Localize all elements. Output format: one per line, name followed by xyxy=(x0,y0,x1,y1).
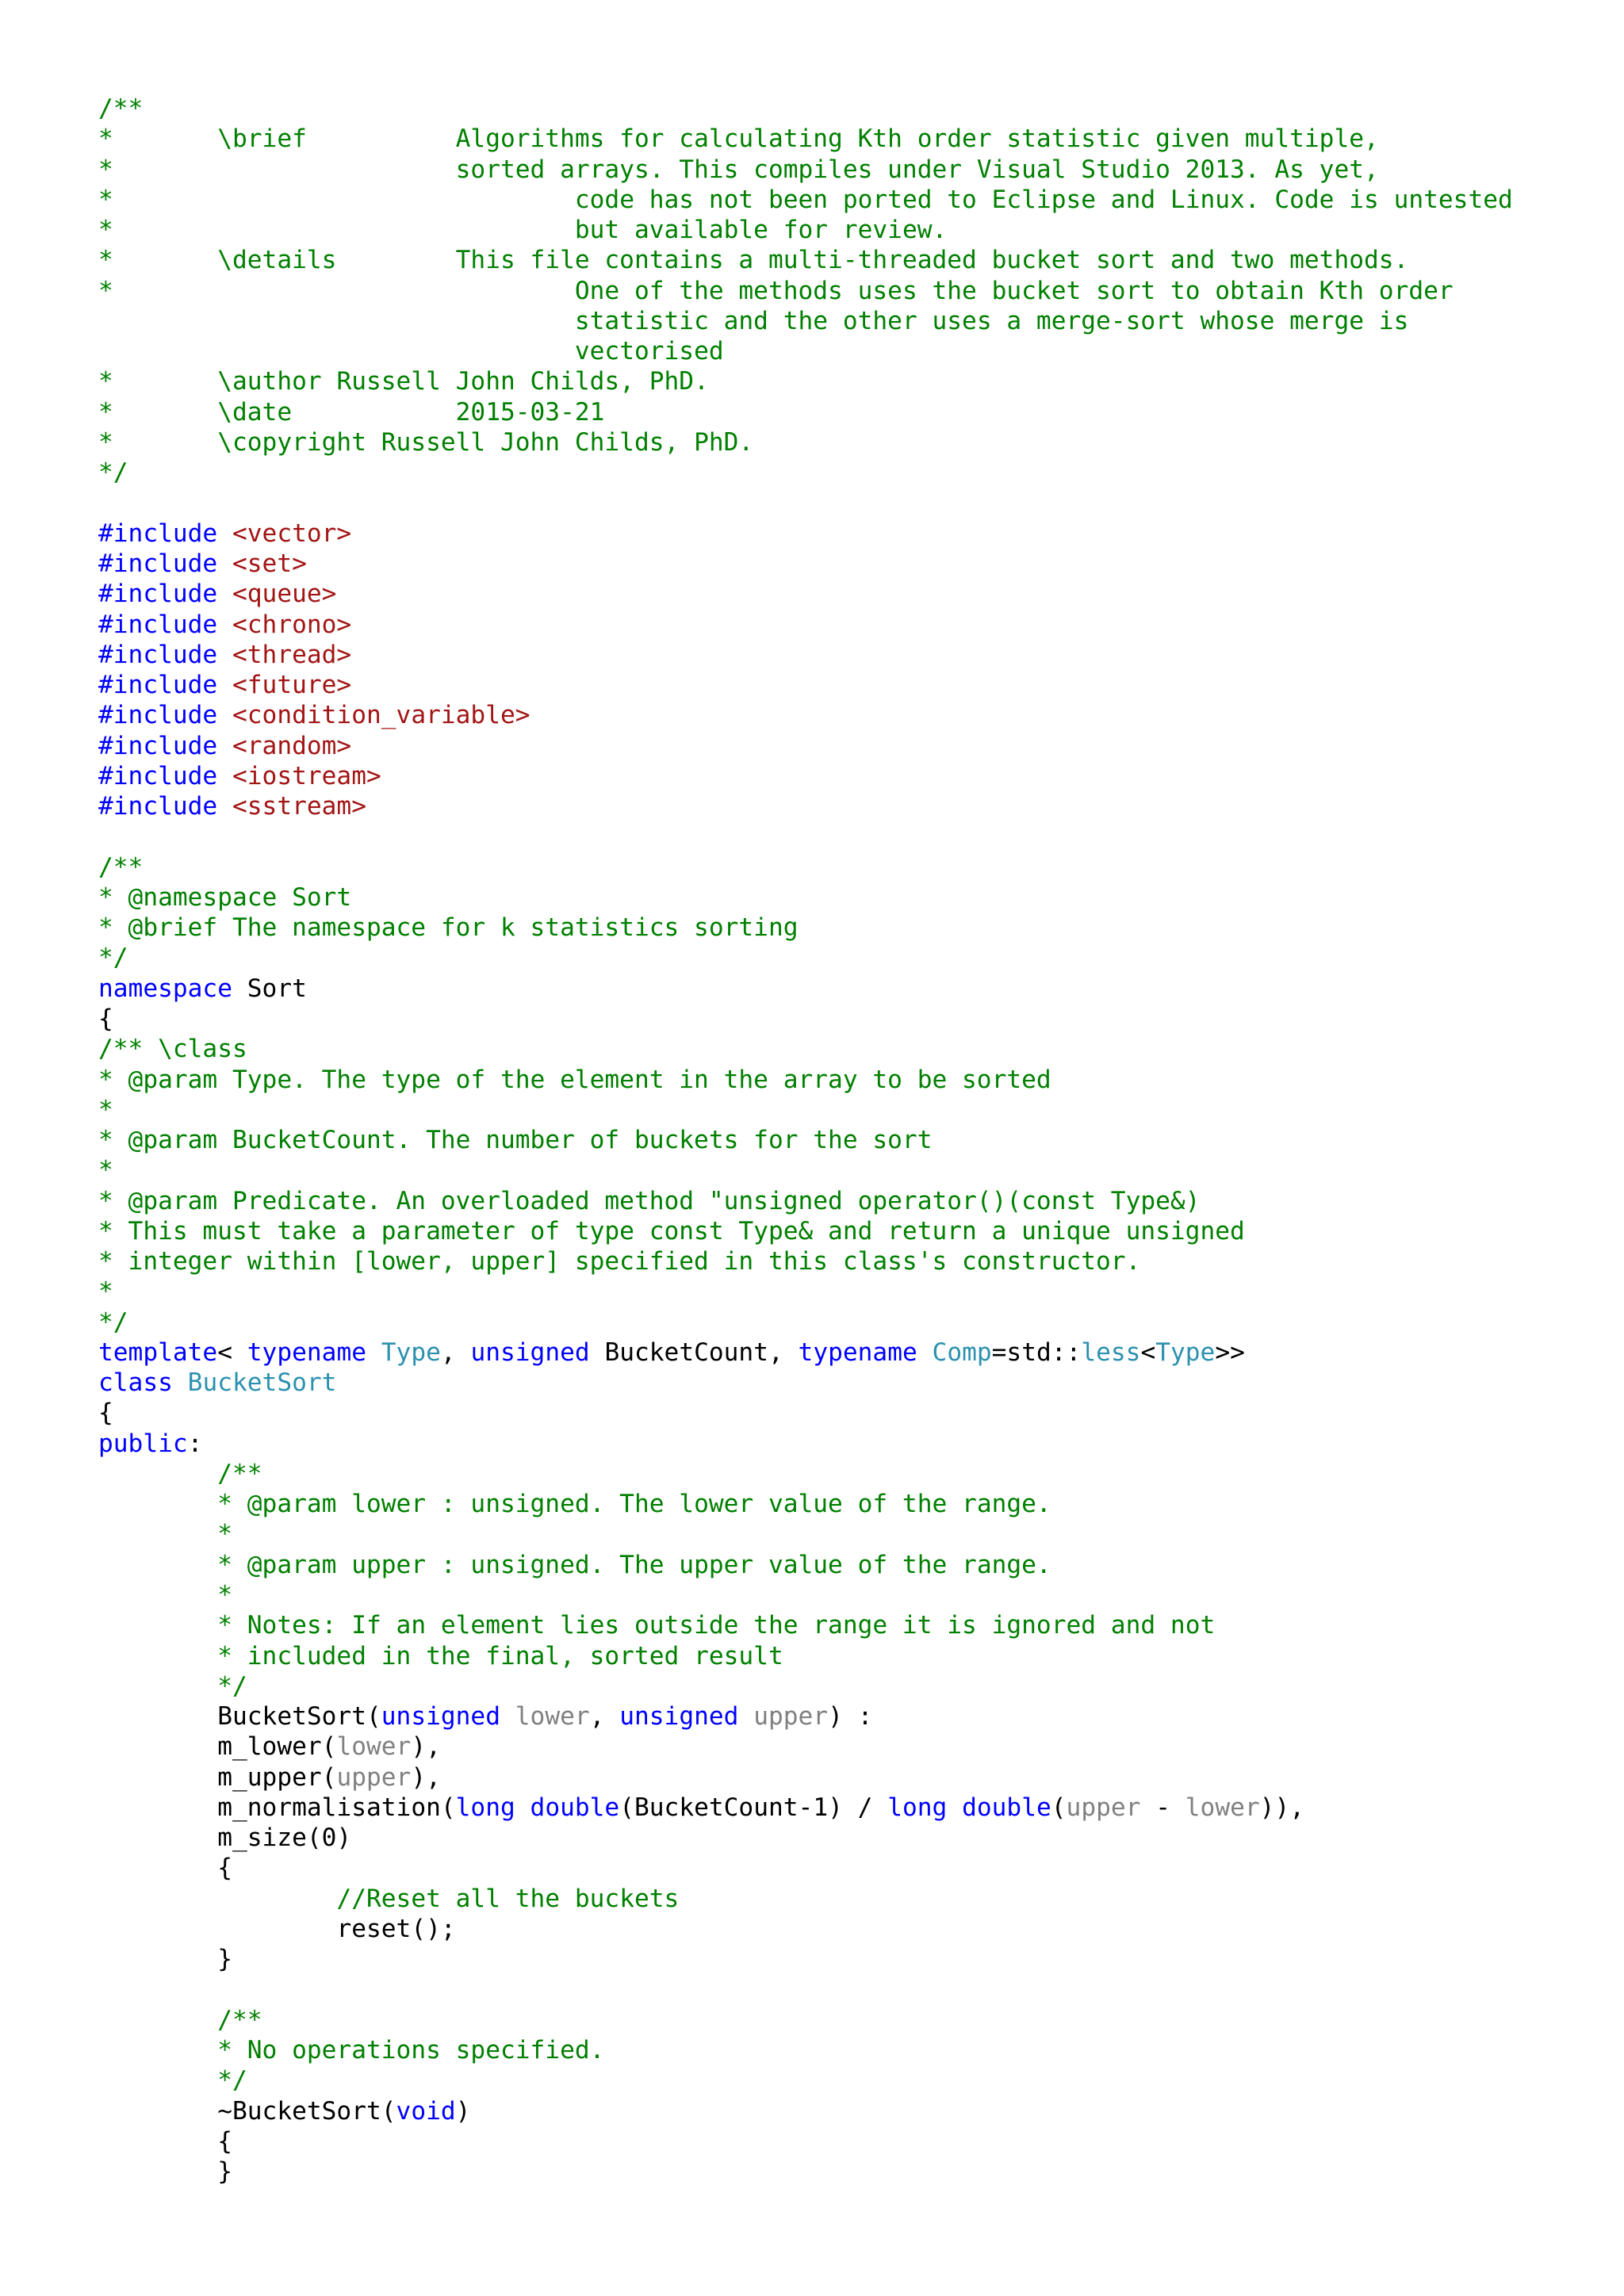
code-line xyxy=(98,731,1589,761)
code-token-comment: * This must take a parameter of type const Type& and return a unique unsigned xyxy=(98,1216,1245,1246)
code-token-comment: /** xyxy=(98,94,144,123)
code-token-comment: * @param Predicate. An overloaded method "unsigned operator()(const Type&) xyxy=(98,1186,1201,1215)
code-token-plain: - xyxy=(1140,1793,1185,1822)
code-token-string: <queue> xyxy=(232,580,337,609)
code-token-plain: { xyxy=(98,1854,232,1883)
code-token-plain xyxy=(98,1611,217,1640)
code-line xyxy=(98,1701,1589,1732)
code-token-comment: /** xyxy=(98,852,144,882)
code-token-keyword: namespace xyxy=(98,974,232,1003)
code-token-comment: //Reset all the buckets xyxy=(336,1884,680,1913)
code-line xyxy=(98,1186,1589,1216)
code-token-type: less xyxy=(1081,1337,1141,1367)
code-token-plain: (BucketCount-1) / xyxy=(619,1793,888,1822)
code-token-param: upper xyxy=(336,1762,412,1792)
code-line xyxy=(98,276,1589,306)
code-line xyxy=(98,1641,1589,1671)
code-line xyxy=(98,1884,1589,1914)
code-line xyxy=(98,124,1589,154)
code-line xyxy=(98,882,1589,913)
code-token-comment: statistic and the other uses a merge-sort whose merge is xyxy=(98,306,1409,335)
code-token-comment: * xyxy=(217,1520,232,1549)
code-line xyxy=(98,1580,1589,1610)
code-token-plain xyxy=(217,641,232,669)
code-token-plain: ~BucketSort( xyxy=(98,2096,396,2126)
code-line xyxy=(98,852,1589,882)
code-line xyxy=(98,1065,1589,1095)
code-token-comment: * \copyright Russell John Childs, PhD. xyxy=(98,427,754,457)
code-token-plain xyxy=(217,549,232,578)
code-token-plain xyxy=(947,1793,962,1822)
code-token-plain xyxy=(217,671,232,699)
code-line xyxy=(98,700,1589,730)
code-line xyxy=(98,1793,1589,1823)
code-token-comment: * @brief The namespace for k statistics sorting xyxy=(98,913,799,943)
code-token-plain: ( xyxy=(1051,1793,1067,1822)
code-token-comment: */ xyxy=(98,458,128,488)
code-line xyxy=(98,457,1589,488)
code-token-plain: m_normalisation( xyxy=(98,1793,456,1822)
code-line xyxy=(98,1974,1589,2004)
code-token-keyword: double xyxy=(962,1793,1051,1822)
code-line xyxy=(98,791,1589,821)
code-line xyxy=(98,1550,1589,1580)
code-token-string: <random> xyxy=(232,731,352,760)
code-line xyxy=(98,155,1589,185)
code-token-comment: /** xyxy=(217,2005,262,2034)
code-token-plain xyxy=(217,701,232,729)
code-token-plain: } xyxy=(98,1945,232,1974)
code-token-comment: * @param Type. The type of the element in the array to be sorted xyxy=(98,1065,1051,1094)
code-token-type: Type xyxy=(1155,1337,1216,1367)
code-line xyxy=(98,1823,1589,1853)
code-line xyxy=(98,519,1589,549)
code-token-comment: * \brief Algorithms for calculating Kth order statistic given multiple, xyxy=(98,124,1379,154)
code-token-keyword: public xyxy=(98,1429,188,1458)
code-line xyxy=(98,1489,1589,1519)
code-token-keyword: #include xyxy=(98,701,218,730)
code-line xyxy=(98,1429,1589,1459)
code-line xyxy=(98,2096,1589,2126)
code-token-keyword: #include xyxy=(98,671,218,700)
code-token-keyword: #include xyxy=(98,610,218,639)
code-line xyxy=(98,1732,1589,1762)
code-token-comment: * @param lower : unsigned. The lower value of the range. xyxy=(217,1490,1051,1519)
code-token-keyword: typename xyxy=(798,1337,917,1367)
code-token-string: <iostream> xyxy=(232,761,381,790)
code-line xyxy=(98,1853,1589,1883)
code-token-plain: ), xyxy=(411,1732,441,1762)
code-line xyxy=(98,2156,1589,2187)
code-token-comment: * xyxy=(98,1156,113,1185)
code-token-type: BucketSort xyxy=(187,1368,337,1398)
code-token-comment: * \author Russell John Childs, PhD. xyxy=(98,367,709,396)
code-token-plain xyxy=(98,2066,217,2095)
code-line xyxy=(98,1034,1589,1064)
code-token-comment: * One of the methods uses the bucket sort to obtain Kth order xyxy=(98,276,1454,305)
code-token-keyword: #include xyxy=(98,761,218,790)
code-line xyxy=(98,185,1589,215)
code-line xyxy=(98,1337,1589,1368)
code-token-keyword: long xyxy=(455,1793,515,1822)
code-token-plain xyxy=(98,1581,217,1609)
code-line xyxy=(98,943,1589,973)
code-token-comment: vectorised xyxy=(98,337,724,366)
code-token-keyword: #include xyxy=(98,640,218,669)
code-token-plain xyxy=(98,2006,217,2034)
code-token-keyword: #include xyxy=(98,731,218,760)
code-token-plain: ) xyxy=(455,2096,471,2126)
code-token-comment: */ xyxy=(217,2066,247,2095)
code-token-plain xyxy=(217,610,232,639)
code-token-comment: /** xyxy=(217,1459,262,1488)
code-token-comment: * code has not been ported to Eclipse and Linux. Code is untested xyxy=(98,185,1513,214)
code-token-plain xyxy=(98,1490,217,1518)
code-token-plain: m_lower( xyxy=(98,1732,337,1762)
code-token-keyword: #include xyxy=(98,792,218,821)
code-token-string: <chrono> xyxy=(232,610,352,639)
code-token-plain xyxy=(366,1338,381,1367)
code-token-plain: , xyxy=(440,1337,471,1367)
code-line xyxy=(98,1459,1589,1489)
code-token-plain: { xyxy=(98,2126,232,2156)
code-token-param: lower xyxy=(336,1732,412,1762)
code-token-plain: ) : xyxy=(828,1702,873,1732)
code-token-comment: * xyxy=(217,1581,232,1610)
code-token-string: <condition_variable> xyxy=(232,701,530,730)
code-line xyxy=(98,640,1589,670)
code-line xyxy=(98,366,1589,396)
code-token-keyword: #include xyxy=(98,549,218,578)
code-token-plain: ), xyxy=(411,1762,441,1792)
code-line xyxy=(98,427,1589,457)
code-line xyxy=(98,913,1589,943)
code-line xyxy=(98,610,1589,640)
code-line xyxy=(98,1671,1589,1701)
code-token-plain: , xyxy=(589,1702,620,1732)
code-token-comment: * xyxy=(98,1277,113,1307)
code-token-comment: */ xyxy=(217,1671,247,1701)
code-token-plain xyxy=(917,1338,933,1367)
code-token-comment: * included in the final, sorted result xyxy=(217,1641,783,1670)
code-line xyxy=(98,2005,1589,2035)
code-token-comment: * @param upper : unsigned. The upper value of the range. xyxy=(217,1550,1051,1579)
code-line xyxy=(98,579,1589,609)
code-token-plain xyxy=(738,1702,753,1731)
code-token-param: lower xyxy=(1185,1793,1260,1822)
code-token-type: Type xyxy=(381,1337,441,1367)
code-line xyxy=(98,974,1589,1004)
code-line xyxy=(98,1914,1589,1944)
code-token-param: upper xyxy=(753,1702,829,1732)
code-line xyxy=(98,1276,1589,1307)
code-token-string: <thread> xyxy=(232,640,352,669)
code-token-plain: >> xyxy=(1215,1337,1245,1367)
code-token-plain xyxy=(98,1885,336,1913)
code-token-plain xyxy=(515,1793,530,1822)
code-token-plain: BucketSort( xyxy=(98,1702,381,1732)
code-line xyxy=(98,1762,1589,1793)
code-token-comment: * sorted arrays. This compiles under Visual Studio 2013. As yet, xyxy=(98,155,1379,184)
code-line xyxy=(98,1216,1589,1246)
code-token-plain xyxy=(98,1460,217,1488)
code-line xyxy=(98,1368,1589,1398)
code-line xyxy=(98,1398,1589,1428)
code-token-plain xyxy=(98,1551,217,1579)
code-token-keyword: unsigned xyxy=(619,1702,739,1732)
code-token-string: <sstream> xyxy=(232,792,366,821)
code-line xyxy=(98,761,1589,791)
code-token-plain xyxy=(98,1672,217,1701)
code-token-plain xyxy=(217,762,232,790)
code-token-keyword: typename xyxy=(247,1337,366,1367)
code-line xyxy=(98,397,1589,427)
code-line xyxy=(98,306,1589,336)
code-token-plain xyxy=(98,1520,217,1548)
code-token-type: Comp xyxy=(932,1337,992,1367)
code-token-plain: < xyxy=(217,1337,247,1367)
code-token-plain: } xyxy=(98,2157,232,2187)
code-line xyxy=(98,1307,1589,1337)
code-token-plain xyxy=(173,1368,188,1397)
code-line xyxy=(98,1944,1589,1974)
code-line xyxy=(98,1246,1589,1276)
code-listing xyxy=(98,94,1589,2187)
code-token-param: lower xyxy=(515,1702,590,1732)
code-token-comment: * but available for review. xyxy=(98,216,948,245)
code-line xyxy=(98,245,1589,275)
code-token-plain xyxy=(500,1702,515,1731)
code-line xyxy=(98,1125,1589,1155)
code-token-plain: m_size(0) xyxy=(98,1823,352,1853)
code-token-plain: : xyxy=(187,1429,203,1458)
code-token-comment: * xyxy=(98,1095,113,1124)
code-token-plain xyxy=(98,2036,217,2064)
code-line xyxy=(98,1095,1589,1125)
code-token-comment: * @namespace Sort xyxy=(98,882,352,912)
code-line xyxy=(98,821,1589,851)
code-line xyxy=(98,488,1589,518)
code-line xyxy=(98,1155,1589,1185)
code-token-string: <vector> xyxy=(232,519,352,548)
code-line xyxy=(98,549,1589,579)
code-token-plain xyxy=(217,519,232,548)
code-line xyxy=(98,2035,1589,2065)
code-token-plain xyxy=(217,732,232,760)
code-line xyxy=(98,1610,1589,1640)
code-token-plain: Sort xyxy=(232,974,307,1003)
code-token-comment: * integer within [lower, upper] specified in this class's constructor. xyxy=(98,1247,1141,1276)
code-token-keyword: long xyxy=(887,1793,948,1822)
code-token-keyword: #include xyxy=(98,580,218,609)
code-token-keyword: void xyxy=(396,2096,456,2126)
code-token-comment: * \date 2015-03-21 xyxy=(98,397,605,427)
code-token-plain: < xyxy=(1140,1337,1156,1367)
code-line xyxy=(98,1519,1589,1549)
code-line xyxy=(98,670,1589,700)
code-token-comment: */ xyxy=(98,943,128,973)
code-line xyxy=(98,2065,1589,2095)
code-token-plain xyxy=(217,580,232,608)
code-line xyxy=(98,94,1589,124)
code-token-comment: */ xyxy=(98,1307,128,1337)
code-line xyxy=(98,336,1589,366)
code-line xyxy=(98,215,1589,245)
code-token-keyword: #include xyxy=(98,519,218,548)
code-token-plain: =std:: xyxy=(991,1337,1082,1367)
code-token-keyword: double xyxy=(530,1793,620,1822)
code-token-plain: )), xyxy=(1259,1793,1305,1822)
code-line xyxy=(98,2126,1589,2156)
code-token-comment: /** \class xyxy=(98,1035,247,1064)
code-token-string: <future> xyxy=(232,671,352,700)
code-token-plain: reset(); xyxy=(98,1914,456,1943)
code-token-plain: BucketCount, xyxy=(589,1337,799,1367)
code-line xyxy=(98,1004,1589,1034)
code-token-keyword: class xyxy=(98,1368,173,1398)
code-token-param: upper xyxy=(1066,1793,1141,1822)
code-token-comment: * Notes: If an element lies outside the range it is ignored and not xyxy=(217,1611,1216,1640)
code-token-comment: * \details This file contains a multi-threaded bucket sort and two methods. xyxy=(98,246,1409,275)
code-token-plain: m_upper( xyxy=(98,1762,337,1792)
code-token-keyword: template xyxy=(98,1337,218,1367)
code-token-string: <set> xyxy=(232,549,307,578)
code-token-plain: { xyxy=(98,1004,113,1033)
code-token-plain: { xyxy=(98,1399,113,1428)
code-token-plain xyxy=(98,1642,217,1670)
code-token-comment: * @param BucketCount. The number of buckets for the sort xyxy=(98,1126,933,1155)
code-token-comment: * No operations specified. xyxy=(217,2036,605,2064)
code-token-plain xyxy=(217,792,232,821)
code-token-keyword: unsigned xyxy=(470,1337,590,1367)
code-token-keyword: unsigned xyxy=(381,1702,500,1732)
